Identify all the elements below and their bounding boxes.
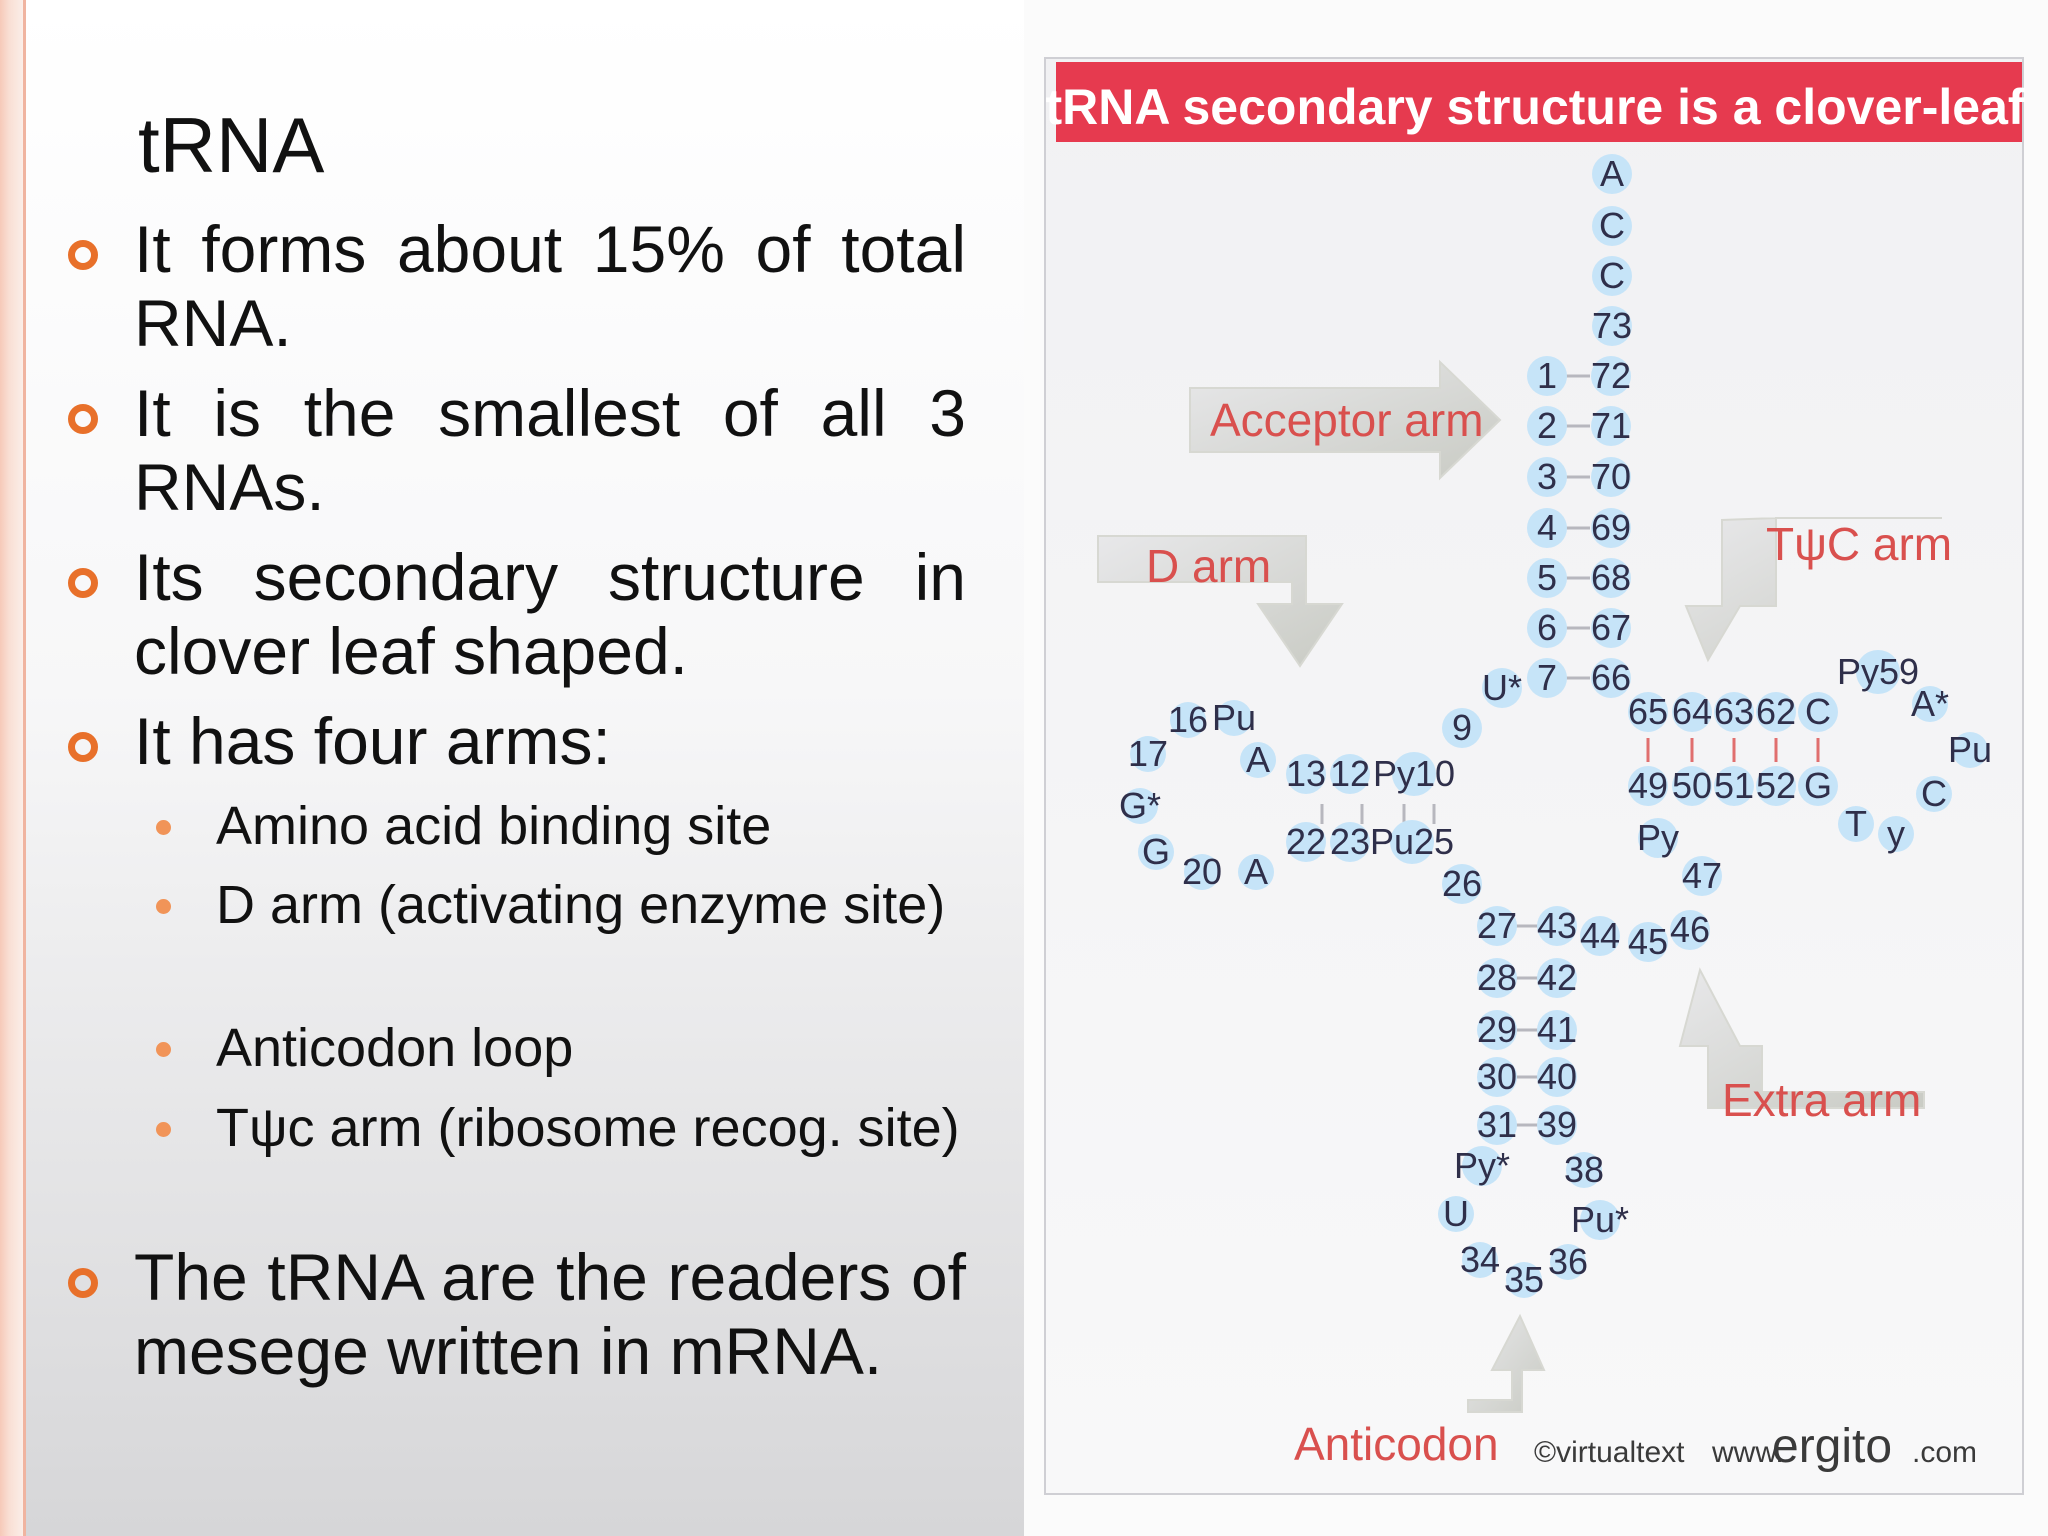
nucleotide: A (1245, 739, 1271, 780)
acceptor-arm-label: Acceptor arm (1210, 394, 1484, 446)
nucleotide: 36 (1547, 1241, 1589, 1282)
nucleotide: C (1599, 255, 1625, 296)
bullet-ring-icon (68, 240, 98, 270)
nucleotide: 6 (1536, 607, 1558, 648)
nucleotide: 46 (1669, 909, 1711, 950)
nucleotide: 7 (1536, 657, 1558, 698)
bullet-ring-icon (68, 732, 98, 762)
nucleotide: C (1805, 691, 1831, 732)
nucleotide: y (1887, 813, 1905, 854)
nucleotide: Pu (1947, 729, 1993, 770)
nucleotide: 22 (1285, 821, 1327, 862)
tpsic-arm-label: TψC arm (1766, 518, 1953, 570)
bullet-text: Its secondary structure in clover leaf shaped. (134, 540, 966, 688)
sub-bullet-dot-icon (156, 899, 171, 914)
anticodon-label: Anticodon (1294, 1418, 1499, 1470)
nucleotide: Py (1636, 817, 1680, 858)
sub-bullet-dot-icon (156, 1042, 171, 1057)
nucleotide: 64 (1671, 691, 1713, 732)
nucleotide: Pu (1211, 697, 1257, 738)
nucleotide: 70 (1590, 456, 1632, 497)
nucleotide: 65 (1627, 691, 1669, 732)
bullet-ring-icon (68, 568, 98, 598)
nucleotide: 43 (1536, 905, 1578, 946)
nucleotide: G* (1118, 785, 1162, 826)
nucleotide: 44 (1579, 915, 1621, 956)
nucleotide: T (1845, 803, 1867, 844)
t-arm-bottom-strand (1628, 765, 1838, 806)
nucleotide: 51 (1713, 765, 1755, 806)
bullet-item (134, 540, 966, 688)
bullet-text: It forms about 15% of total RNA. (134, 212, 966, 360)
extra-arm-label: Extra arm (1722, 1074, 1922, 1126)
bullet-item (134, 212, 966, 360)
figure-banner-title: tRNA secondary structure is a clover-leaf (1045, 79, 2025, 135)
d-arm-label: D arm (1146, 540, 1272, 592)
credit-copyright: ©virtualtext (1534, 1436, 1685, 1469)
nucleotide: 52 (1755, 765, 1797, 806)
nucleotide: A* (1910, 683, 1950, 724)
sub-bullet-item (216, 1016, 966, 1080)
nucleotide: Py10 (1372, 753, 1456, 794)
nucleotide: 35 (1503, 1259, 1545, 1300)
nucleotide: 72 (1590, 355, 1632, 396)
nucleotide: 62 (1755, 691, 1797, 732)
nucleotide: 3 (1536, 456, 1558, 497)
nucleotide: 49 (1627, 765, 1669, 806)
nucleotide: 23 (1329, 821, 1371, 862)
sub-bullet-text: D arm (activating enzyme site) (216, 875, 946, 935)
nucleotide: 39 (1536, 1104, 1578, 1145)
credit-www: www. (1712, 1436, 1784, 1469)
anticodon-left-strand (1477, 905, 1517, 1145)
nucleotide: 28 (1476, 957, 1518, 998)
nucleotide: 67 (1590, 607, 1632, 648)
nucleotide: 73 (1591, 305, 1633, 346)
nucleotide: 45 (1627, 921, 1669, 962)
bullet-text: It has four arms: (134, 704, 611, 778)
nucleotide: 30 (1476, 1056, 1518, 1097)
nucleotide: G (1141, 831, 1171, 872)
nucleotide: 31 (1476, 1104, 1518, 1145)
acceptor-right-strand (1591, 355, 1631, 698)
sub-bullet-text: Tψc arm (ribosome recog. site) (216, 1098, 960, 1158)
nucleotide: 12 (1329, 753, 1371, 794)
left-edge-decoration (0, 0, 26, 1536)
bullet-item (134, 704, 966, 778)
bullet-item (134, 376, 966, 524)
nucleotide: 34 (1459, 1239, 1501, 1280)
nucleotide: 71 (1590, 405, 1632, 446)
nucleotide: 2 (1536, 405, 1558, 446)
t-arm-top-strand (1628, 691, 1838, 732)
nucleotide: 50 (1671, 765, 1713, 806)
nucleotide: 26 (1441, 863, 1483, 904)
nucleotide: A (1599, 153, 1625, 194)
nucleotide: U (1443, 1193, 1469, 1234)
nucleotide: 42 (1536, 957, 1578, 998)
nucleotide: 40 (1536, 1056, 1578, 1097)
nucleotide: 16 (1167, 699, 1209, 740)
nucleotide: 5 (1536, 557, 1558, 598)
nucleotide: U* (1481, 667, 1523, 708)
nucleotide: Py59 (1836, 651, 1920, 692)
nucleotide: 1 (1536, 355, 1558, 396)
sub-bullet-dot-icon (156, 820, 171, 835)
credit-tld: .com (1912, 1436, 1978, 1469)
nucleotide: 68 (1590, 557, 1632, 598)
nucleotide: 38 (1563, 1149, 1605, 1190)
anticodon-right-strand (1537, 905, 1577, 1145)
nucleotide: 41 (1536, 1009, 1578, 1050)
nucleotide: A (1243, 851, 1269, 892)
bullet-item (134, 1240, 966, 1388)
nucleotide: C (1921, 773, 1947, 814)
nucleotide: 13 (1285, 753, 1327, 794)
nucleotide: Pu* (1570, 1199, 1630, 1240)
bullet-ring-icon (68, 1268, 98, 1298)
nucleotide: 4 (1536, 507, 1558, 548)
nucleotide: 66 (1590, 657, 1632, 698)
nucleotide: C (1599, 205, 1625, 246)
nucleotide: 27 (1476, 905, 1518, 946)
nucleotide: 20 (1181, 851, 1223, 892)
sub-bullet-text: Amino acid binding site (216, 796, 772, 856)
nucleotide: G (1803, 765, 1833, 806)
slide-title: tRNA (138, 101, 325, 189)
nucleotide: 47 (1681, 855, 1723, 896)
d-arm-bottom-strand (1286, 820, 1454, 864)
sub-bullet-item (216, 1096, 966, 1160)
sub-bullet-dot-icon (156, 1122, 171, 1137)
nucleotide: 17 (1127, 733, 1169, 774)
trna-cloverleaf-figure (1044, 52, 2026, 1496)
nucleotide: 69 (1590, 507, 1632, 548)
nucleotide: Py* (1453, 1145, 1511, 1186)
bullet-ring-icon (68, 404, 98, 434)
sub-bullet-item (216, 794, 966, 858)
bullet-text: The tRNA are the readers of mesege written in mRNA. (134, 1240, 966, 1388)
nucleotide: Pu25 (1369, 821, 1455, 862)
sub-bullet-item (216, 873, 966, 937)
nucleotide: 63 (1713, 691, 1755, 732)
credit-brand: ergito (1772, 1420, 1893, 1473)
bullet-text: It is the smallest of all 3 RNAs. (134, 376, 966, 524)
nucleotide: 9 (1451, 707, 1473, 748)
sub-bullet-text: Anticodon loop (216, 1018, 574, 1078)
nucleotide: 29 (1476, 1009, 1518, 1050)
